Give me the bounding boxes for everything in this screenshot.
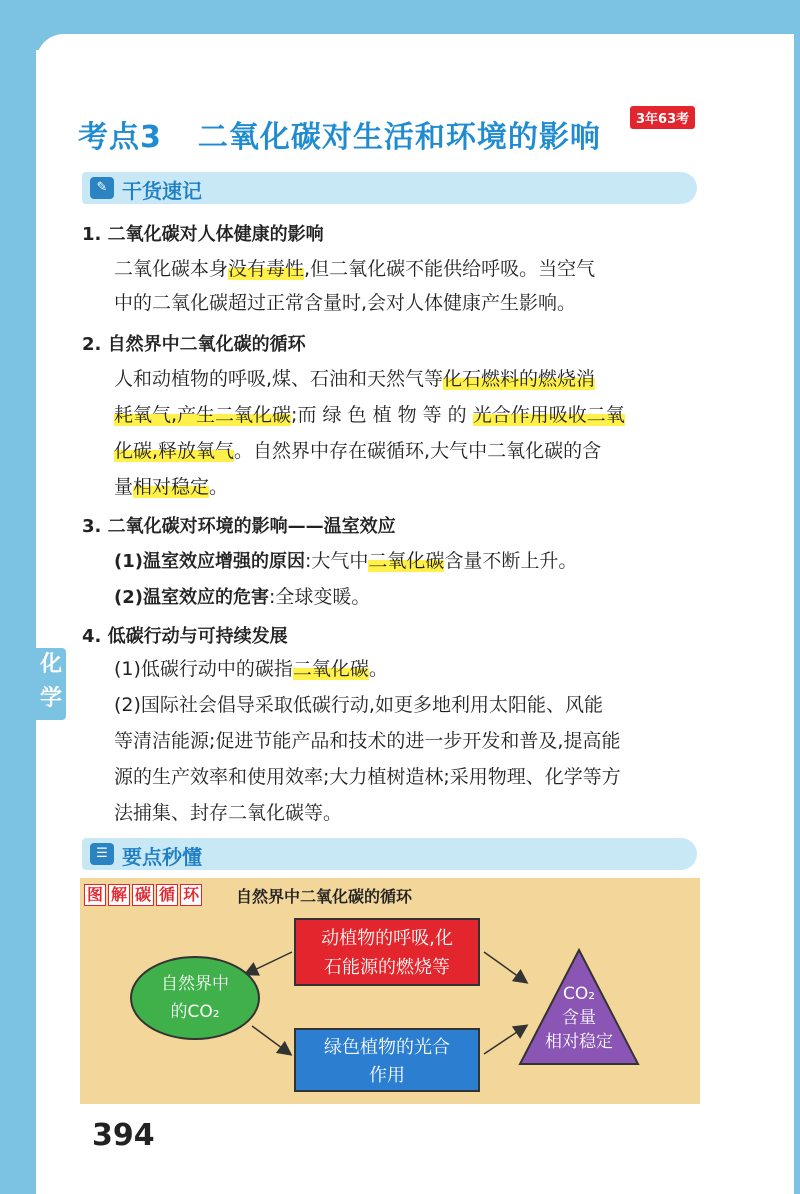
- box-line: 绿色植物的光合: [324, 1037, 450, 1058]
- tag-char: 解: [108, 884, 130, 906]
- item-1-line-2: 中的二氧化碳超过正常含量时,会对人体健康产生影响。: [114, 292, 577, 314]
- text: (1)低碳行动中的碳指: [114, 658, 293, 680]
- text: 。: [209, 476, 229, 498]
- lecture-icon: ☰: [90, 843, 114, 865]
- ellipse-line: 的CO₂: [170, 1002, 220, 1022]
- section-header-keypoints: [82, 838, 697, 870]
- box-line: 动植物的呼吸,化: [321, 928, 453, 949]
- text: 。自然界中存在碳循环,大气中二氧化碳的含: [234, 440, 602, 462]
- item-1-line-1: [114, 252, 595, 286]
- section-label: 干货速记: [122, 179, 202, 203]
- item-3-sub-1: [114, 544, 577, 579]
- text: :大气中: [304, 550, 369, 572]
- page-frame-right: [794, 0, 800, 1194]
- highlight: 没有毒性: [228, 258, 305, 280]
- item-4-heading: 4. 低碳行动与可持续发展: [82, 626, 288, 647]
- section-header-summary: [82, 172, 697, 204]
- box-line: 石能源的燃烧等: [324, 957, 450, 978]
- highlight: 耗氧气,产生二氧化碳: [114, 404, 292, 426]
- highlight: 二氧化碳: [368, 550, 445, 572]
- text: ,但二氧化碳不能供给呼吸。当空气: [304, 258, 596, 280]
- book-icon: ✎: [90, 177, 114, 199]
- ellipse-line: 自然界中: [161, 974, 229, 994]
- text: 。: [368, 658, 388, 680]
- item-1-heading: 1. 二氧化碳对人体健康的影响: [82, 224, 324, 245]
- title-number: 考点3: [78, 120, 162, 155]
- highlight: 光合作用吸收二氧: [472, 404, 625, 426]
- highlight: 化碳,释放氧气: [114, 440, 235, 462]
- highlight: 相对稳定: [133, 476, 210, 498]
- text: 人和动植物的呼吸,煤、石油和天然气等: [114, 368, 444, 390]
- page-title: [78, 112, 601, 156]
- item-2-line-3: [114, 434, 601, 468]
- tag-char: 环: [180, 884, 202, 906]
- item-2-line-4: [114, 470, 228, 504]
- page-number: 394: [92, 1118, 155, 1153]
- subject-char-2: 学: [39, 686, 62, 711]
- highlight: 二氧化碳: [292, 658, 369, 680]
- item-4-sub-2-line-1: (2)国际社会倡导采取低碳行动,如更多地利用太阳能、风能: [114, 694, 603, 716]
- text: 二氧化碳本身: [114, 258, 229, 280]
- tri-line: 相对稳定: [545, 1032, 613, 1052]
- arrow-ellipse-to-blue: [252, 1026, 290, 1054]
- carbon-cycle-diagram: [80, 878, 700, 1104]
- item-2-heading: 2. 自然界中二氧化碳的循环: [82, 334, 306, 355]
- subject-tab: [36, 648, 66, 720]
- exam-frequency-badge: 3年63考: [630, 106, 695, 129]
- item-2-line-1: [114, 362, 595, 396]
- subject-char-1: 化: [39, 652, 62, 677]
- triangle-label: [518, 982, 640, 1054]
- tri-line: CO₂: [562, 984, 596, 1004]
- tag-char: 图: [84, 884, 106, 906]
- diagram-caption: 自然界中二氧化碳的循环: [236, 887, 413, 906]
- text: 量: [114, 476, 134, 498]
- respiration-combustion-box: [294, 918, 480, 986]
- text: (2)温室效应的危害: [114, 587, 269, 608]
- item-4-sub-2-line-4: 法捕集、封存二氧化碳等。: [114, 802, 343, 824]
- item-4-sub-1: [114, 652, 388, 686]
- item-4-sub-2-line-3: 源的生产效率和使用效率;大力植树造林;采用物理、化学等方: [114, 766, 621, 788]
- section-label: 要点秒懂: [122, 845, 202, 869]
- highlight: 化石燃料的燃烧消: [443, 368, 596, 390]
- tag-char: 碳: [132, 884, 154, 906]
- page-frame-left: [0, 0, 36, 1194]
- title-text: 二氧化碳对生活和环境的影响: [197, 120, 601, 155]
- tag-char: 循: [156, 884, 178, 906]
- text: 含量不断上升。: [444, 550, 578, 572]
- text: :全球变暖。: [268, 586, 371, 608]
- text: ;而 绿 色 植 物 等 的: [291, 404, 473, 426]
- tri-line: 含量: [562, 1008, 596, 1028]
- box-line: 作用: [369, 1065, 405, 1086]
- photosynthesis-box: [294, 1028, 480, 1092]
- text: (1)温室效应增强的原因: [114, 551, 305, 572]
- item-4-sub-2-line-2: 等清洁能源;促进节能产品和技术的进一步开发和普及,提高能: [114, 730, 621, 752]
- item-3-heading: 3. 二氧化碳对环境的影响——温室效应: [82, 516, 396, 537]
- item-3-sub-2: [114, 580, 370, 615]
- natural-co2-ellipse: [130, 956, 260, 1040]
- item-2-line-2: [114, 398, 625, 432]
